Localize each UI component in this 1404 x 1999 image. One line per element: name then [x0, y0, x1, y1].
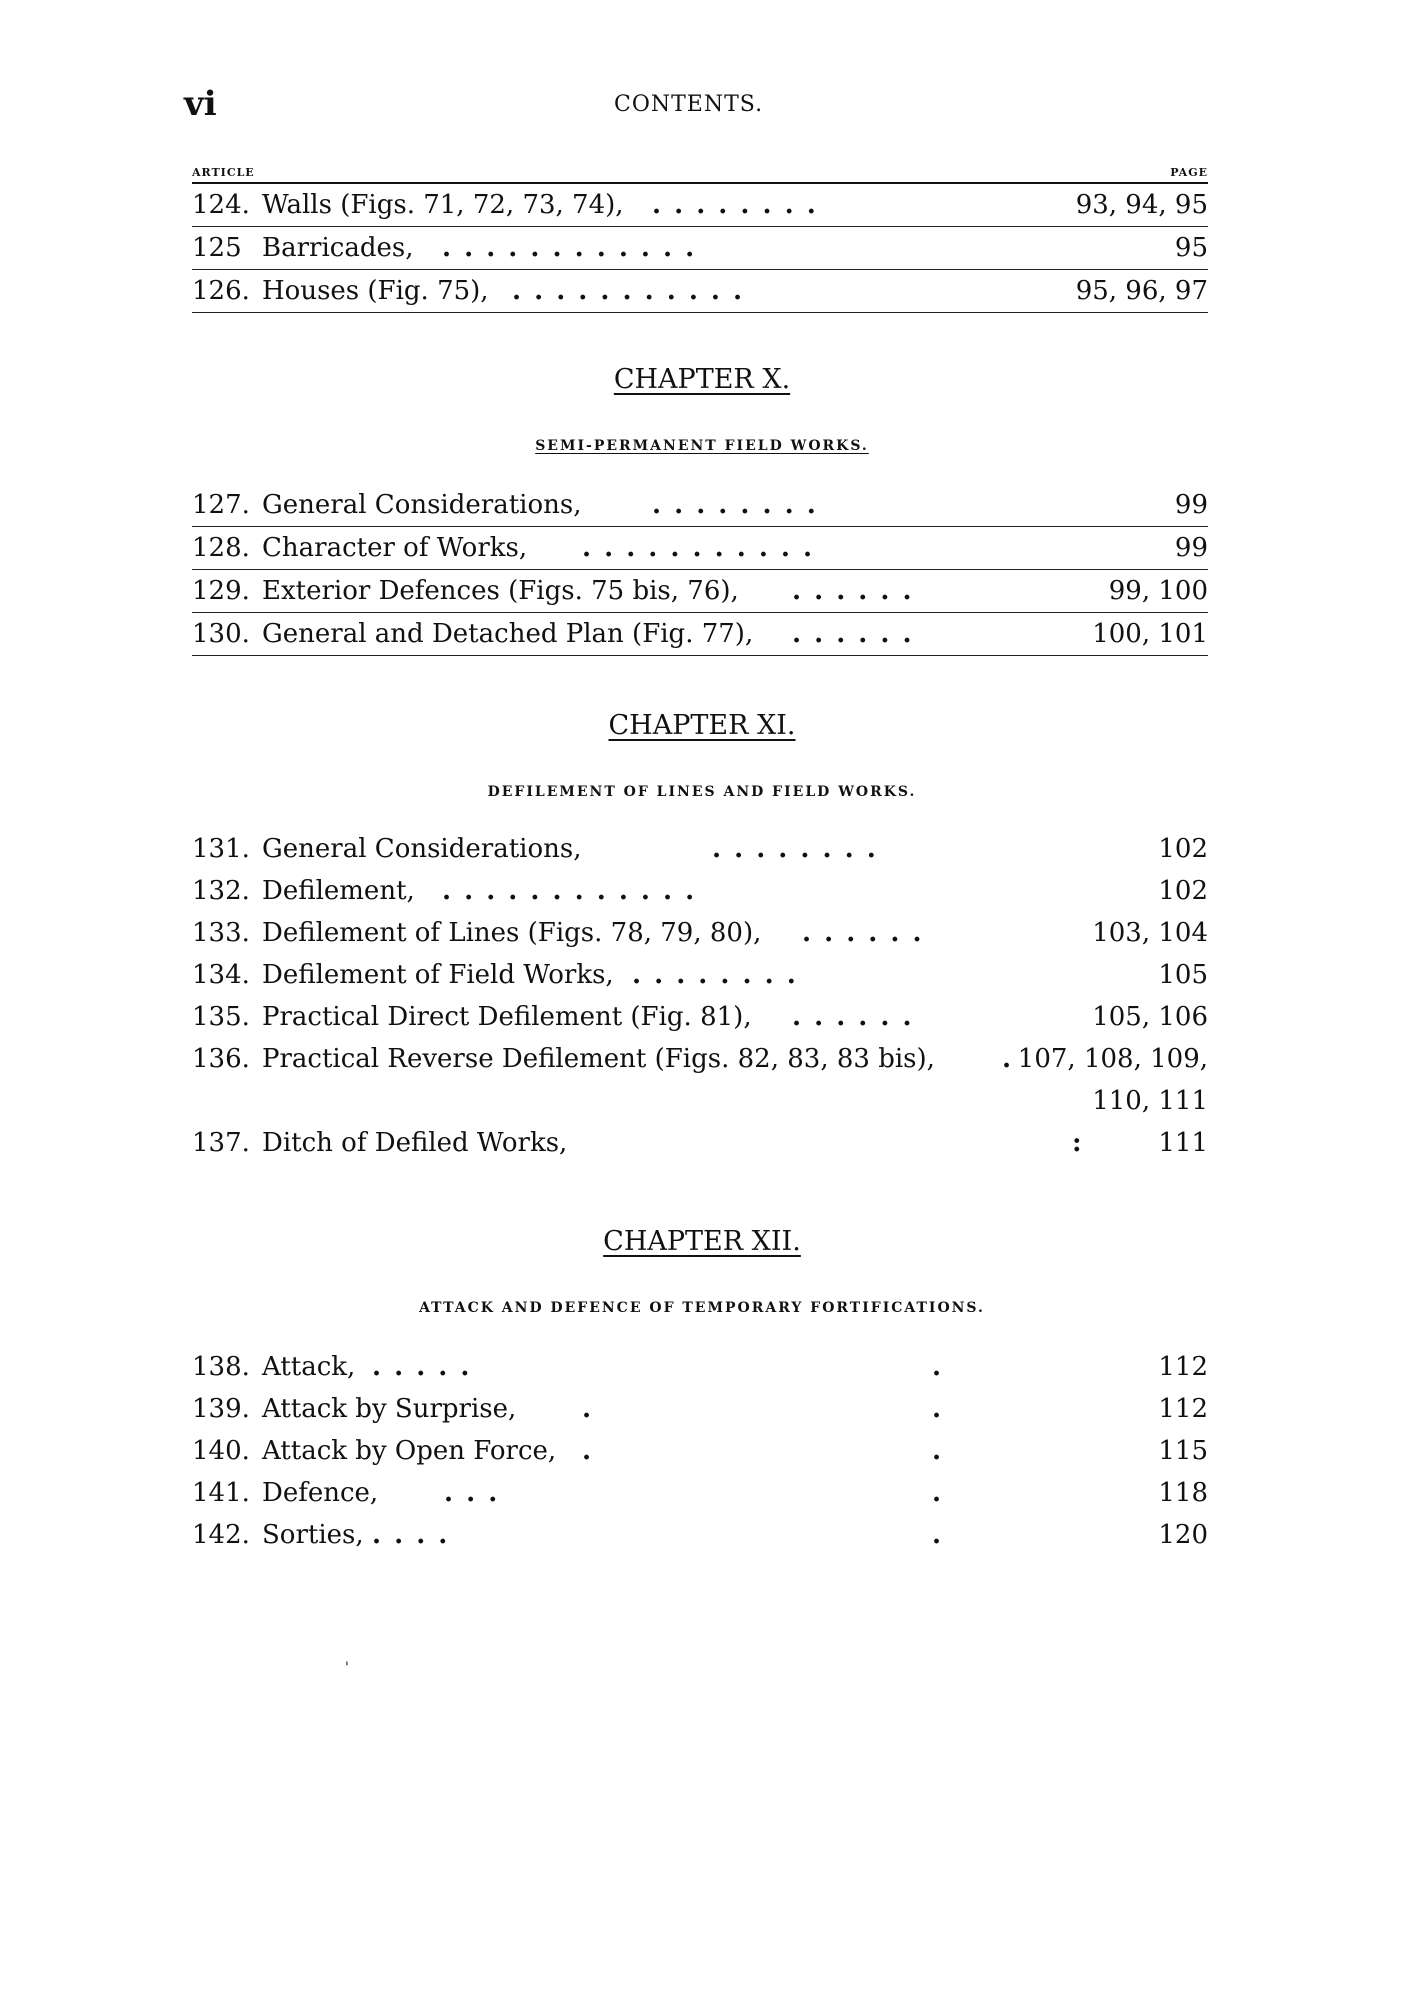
entry-page: 110, 111 [1092, 1086, 1208, 1116]
entry-title: Defilement of Field Works, [262, 960, 614, 990]
entry-number: 135. [192, 1002, 250, 1032]
toc-entry[interactable] [192, 570, 1208, 613]
entry-page: 107, 108, 109, [1017, 1044, 1208, 1074]
toc-entry[interactable] [192, 1430, 1208, 1472]
entry-title: General Considerations, [262, 834, 582, 864]
toc-entry[interactable] [192, 484, 1208, 527]
chapter-x-subtitle: SEMI-PERMANENT FIELD WORKS. [535, 438, 869, 454]
page-column-label: PAGE [1170, 166, 1208, 179]
entry-number: 140. [192, 1436, 250, 1466]
column-labels [192, 162, 1208, 184]
toc-entry[interactable] [192, 527, 1208, 570]
leader-dots: . . . . . [372, 1352, 472, 1382]
entry-number: 136. [192, 1044, 250, 1074]
chapter-xii-subtitle: ATTACK AND DEFENCE OF TEMPORARY FORTIFICATIONS. [419, 1300, 985, 1316]
toc-entry[interactable] [192, 996, 1208, 1038]
entry-title: Defilement, [262, 876, 415, 906]
entry-title: Attack by Open Force, [262, 1436, 557, 1466]
toc-entry[interactable] [192, 1038, 1208, 1080]
entry-number: 138. [192, 1352, 250, 1382]
entry-number: 141. [192, 1478, 250, 1508]
leader-dot: . [932, 1436, 944, 1466]
entry-number: 125 [192, 233, 242, 263]
entry-number: 128. [192, 533, 250, 563]
entry-page: 105 [1158, 960, 1208, 990]
chapter-xi-entries [192, 828, 1208, 1164]
entry-title: Exterior Defences (Figs. 75 bis, 76), [262, 576, 739, 606]
entry-page: 99, 100 [1108, 576, 1208, 606]
entry-number: 127. [192, 490, 250, 520]
entry-title: General and Detached Plan (Fig. 77), [262, 619, 754, 649]
entry-title: Ditch of Defiled Works, [262, 1128, 568, 1158]
chapter-x-title: CHAPTER X. [613, 364, 791, 395]
entry-page: 111 [1158, 1128, 1208, 1158]
entry-page: 102 [1158, 834, 1208, 864]
entry-page: 102 [1158, 876, 1208, 906]
leader-dot: . [932, 1478, 944, 1508]
entry-page: 118 [1158, 1478, 1208, 1508]
leader-dots: . . . . [372, 1520, 450, 1550]
leader-dots: . . . . . . . . [712, 834, 878, 864]
toc-entry-continuation[interactable] [192, 1080, 1208, 1122]
entry-page: 99 [1174, 533, 1208, 563]
entry-page: 112 [1158, 1352, 1208, 1382]
entry-number: 126. [192, 276, 250, 306]
entry-page: 100, 101 [1092, 619, 1208, 649]
entry-number: 139. [192, 1394, 250, 1424]
entry-title: Defilement of Lines (Figs. 78, 79, 80), [262, 918, 762, 948]
entry-title: Walls (Figs. 71, 72, 73, 74), [262, 190, 624, 220]
leader-dots: . . . . . . . . [632, 960, 798, 990]
leader-dots: . . . . . . . . . . . [582, 533, 815, 563]
entry-title: Attack, [262, 1352, 356, 1382]
article-column-label: ARTICLE [192, 166, 255, 179]
toc-entry[interactable] [192, 1346, 1208, 1388]
entry-page: 115 [1158, 1436, 1208, 1466]
toc-entry[interactable] [192, 270, 1208, 313]
leader-dots: . . . . . . . . [652, 190, 818, 220]
stray-ink-mark: ' [345, 1660, 349, 1676]
entry-page: 93, 94, 95 [1075, 190, 1208, 220]
toc-entry[interactable] [192, 227, 1208, 270]
toc-entry[interactable] [192, 184, 1208, 227]
entry-title: Defence, [262, 1478, 379, 1508]
entry-title: Practical Reverse Defilement (Figs. 82, 83, 83 bis), [262, 1044, 935, 1074]
entry-number: 130. [192, 619, 250, 649]
entry-number: 124. [192, 190, 250, 220]
entry-number: 134. [192, 960, 250, 990]
toc-entry[interactable] [192, 1122, 1208, 1164]
entry-title: Practical Direct Defilement (Fig. 81), [262, 1002, 752, 1032]
entry-title: Attack by Surprise, [262, 1394, 517, 1424]
entry-title: Barricades, [262, 233, 414, 263]
toc-entry[interactable] [192, 1472, 1208, 1514]
chapter-xi-title: CHAPTER XI. [608, 710, 796, 741]
leader-dots: . . . . . . [792, 576, 914, 606]
page-header [0, 84, 1404, 134]
toc-entry[interactable] [192, 870, 1208, 912]
toc-entry[interactable] [192, 613, 1208, 656]
chapter-xi-subtitle: DEFILEMENT OF LINES AND FIELD WORKS. [487, 784, 917, 800]
entry-page: 103, 104 [1092, 918, 1208, 948]
entry-title: Houses (Fig. 75), [262, 276, 489, 306]
leader-dots: . . . . . . [792, 619, 914, 649]
entry-page: 112 [1158, 1394, 1208, 1424]
leader-dots: . [582, 1436, 594, 1466]
toc-entry[interactable] [192, 912, 1208, 954]
entry-number: 131. [192, 834, 250, 864]
entry-title: General Considerations, [262, 490, 582, 520]
leader-dot: . [932, 1394, 944, 1424]
chapter-xii-entries [192, 1346, 1208, 1556]
toc-entry[interactable] [192, 1388, 1208, 1430]
entry-page: 99 [1174, 490, 1208, 520]
leader-dots: . . . . . . . . . . . . [442, 876, 697, 906]
entry-page: 105, 106 [1092, 1002, 1208, 1032]
toc-entry[interactable] [192, 954, 1208, 996]
chapter-x-entries [192, 484, 1208, 656]
page-folio: vi [184, 84, 217, 124]
entry-page: 120 [1158, 1520, 1208, 1550]
leader-dot: . [932, 1352, 944, 1382]
toc-entry[interactable] [192, 1514, 1208, 1556]
leader-dots: . . . . . . [802, 918, 924, 948]
entry-page: 95 [1174, 233, 1208, 263]
leader-dot: . [932, 1520, 944, 1550]
running-head: CONTENTS. [614, 92, 764, 117]
leader-dots: : [1072, 1128, 1084, 1158]
chapter-xii-title: CHAPTER XII. [603, 1226, 801, 1257]
leader-dots: . . . [444, 1478, 500, 1508]
leader-dots: . . . . . . . . . . . [512, 276, 745, 306]
leader-dots: . . . . . . . . [652, 490, 818, 520]
entry-page: 95, 96, 97 [1075, 276, 1208, 306]
entry-number: 133. [192, 918, 250, 948]
entry-number: 129. [192, 576, 250, 606]
entry-title: Character of Works, [262, 533, 528, 563]
leader-dots: . [582, 1394, 594, 1424]
leader-dots: . . . . . . . . . . . . [442, 233, 697, 263]
leader-dots: . [1002, 1044, 1014, 1074]
leader-dots: . . . . . . [792, 1002, 914, 1032]
entry-number: 137. [192, 1128, 250, 1158]
chapter-ix-entries [192, 184, 1208, 313]
entry-number: 132. [192, 876, 250, 906]
entry-title: Sorties, [262, 1520, 364, 1550]
toc-entry[interactable] [192, 828, 1208, 870]
entry-number: 142. [192, 1520, 250, 1550]
